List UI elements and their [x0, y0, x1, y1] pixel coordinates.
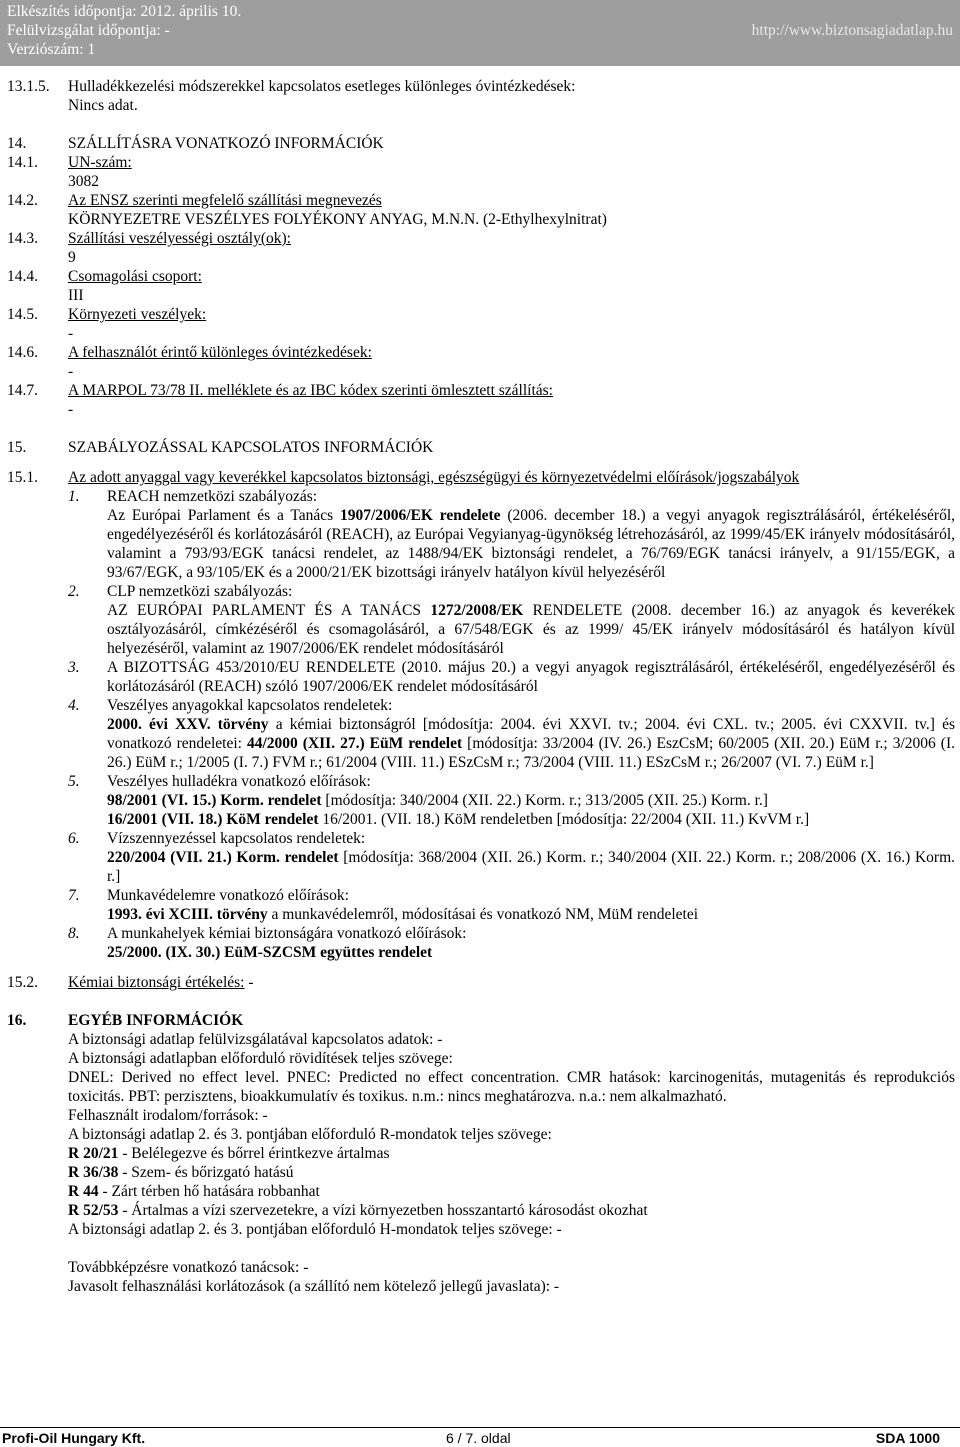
list-item-6 — [0, 829, 960, 848]
r-phrase-code: R 52/53 — [68, 1202, 119, 1219]
text-run: Az Európai Parlament és a Tanács — [107, 507, 340, 524]
r-phrase-text: - Zárt térben hő hatására robbanhat — [98, 1183, 320, 1200]
info-line: A biztonsági adatlapban előforduló rövidítések teljes szövege: — [68, 1050, 453, 1067]
text-run: a kémiai biztonságról [módosítja: 2004. évi XXVI. tv.; 2004. évi CXL. tv.; 2005. évi CXXVII. tv.] és vonatkozó rendeletei: — [107, 716, 955, 752]
text-run: [módosítja: 33/2004 (IV. 26.) EszCsM; 60/2005 (XII. 20.) EüM r.; 3/2006 (I. 26.) EüM r.; 1/2005 (I. 7.) FVM r.; 61/2004 (VIII. 11.) ESzCsM r.; 73/2004 (VIII. 11.) ESzCsM r.; 26/2007 (VI. 7.) EüM r.] — [107, 735, 955, 771]
list-number: 7. — [68, 887, 80, 904]
text-run-bold: 1907/2006/EK rendelete — [339, 507, 501, 524]
r-phrase-item — [0, 1182, 960, 1201]
transport-item — [0, 267, 960, 286]
r-phrase-code: R 36/38 — [68, 1164, 119, 1181]
transport-item — [0, 343, 960, 362]
section-value: III — [68, 287, 84, 304]
list-number: 3. — [68, 659, 80, 676]
list-number: 1. — [68, 488, 80, 505]
section-number: 14.4. — [7, 268, 38, 285]
section-14-items — [0, 153, 960, 419]
list-item-6-body — [0, 848, 960, 886]
section-number: 14.1. — [7, 154, 38, 171]
section-value: - — [244, 974, 254, 991]
text-run: [módosítja: 368/2004 (XII. 26.) Korm. r.; 340/2004 (XII. 22.) Korm. r.; 208/2006 (X. 16.) Korm. r.] — [107, 849, 956, 885]
section-title: Kémiai biztonsági értékelés: — [68, 974, 245, 991]
section-title: Csomagolási csoport: — [68, 268, 202, 285]
r-phrase-code: R 44 — [68, 1183, 99, 1200]
text-run-bold: 220/2004 (VII. 21.) Korm. rendelet — [107, 849, 339, 866]
list-title: Vízszennyezéssel kapcsolatos rendeletek: — [107, 830, 366, 847]
r-phrase-code: R 20/21 — [68, 1145, 119, 1162]
list-item-8-body: 25/2000. (IX. 30.) EüM-SZCSM együttes rendelet — [107, 944, 433, 961]
section-number: 16. — [7, 1012, 27, 1029]
r-phrase-item — [0, 1163, 960, 1182]
section-number: 15.2. — [7, 974, 38, 991]
text-run: AZ EURÓPAI PARLAMENT ÉS A TANÁCS — [107, 602, 431, 619]
section-title: UN-szám: — [68, 154, 132, 171]
text-run: 16/2001. (VII. 18.) KöM rendeletben [módosítja: 22/2004 (XII. 11.) KvVM r.] — [318, 811, 810, 828]
list-title: CLP nemzetközi szabályozás: — [107, 583, 293, 600]
section-value: 9 — [68, 249, 76, 266]
list-number: 5. — [68, 773, 80, 790]
list-item-3 — [0, 658, 960, 696]
text-run: RENDELETE (2008. december 16.) az anyagok és keverékek osztályozásáról, címkézéséről és csomagolásáról, a 67/548/EGK és az 1999/ 45/EK irányelv módosításáról és hatályon kívül helyezéséről, valamint az 1907/2006/EK rendelet módosításáról — [107, 602, 955, 657]
info-line: A biztonsági adatlap 2. és 3. pontjában előforduló H-mondatok teljes szövege: - — [68, 1221, 562, 1238]
section-number: 14.5. — [7, 306, 38, 323]
info-line: Javasolt felhasználási korlátozások (a szállító nem kötelező jellegű javaslata): - — [68, 1278, 560, 1295]
abbreviations-text: DNEL: Derived no effect level. PNEC: Predicted no effect concentration. CMR hatások: karcinogenitás, mutagenitás és reprodukciós toxicitás. PBT: perzisztens, bioakkumulatív és toxikus. n.m.: nincs meghatározva. n.a.: nem alkalmazható. — [68, 1069, 955, 1105]
transport-item — [0, 229, 960, 248]
section-value: - — [68, 325, 74, 342]
list-item-7-body — [0, 905, 960, 924]
header-review-date: Felülvizsgálat időpontja: - — [7, 22, 170, 39]
header-url[interactable]: http://www.biztonsagiadatlap.hu — [751, 22, 953, 39]
footer-company: Profi-Oil Hungary Kft. — [2, 1430, 146, 1446]
info-line: A biztonsági adatlap felülvizsgálatával kapcsolatos adatok: - — [68, 1031, 443, 1048]
transport-item — [0, 153, 960, 172]
r-phrase-item — [0, 1144, 960, 1163]
section-15-2 — [0, 973, 960, 992]
section-15-heading — [0, 438, 960, 457]
section-title: Az ENSZ szerinti megfelelő szállítási megnevezés — [68, 192, 382, 209]
section-value: - — [68, 401, 74, 418]
text-run-bold: 1993. évi XCIII. törvény — [107, 906, 268, 923]
info-line: A biztonsági adatlap 2. és 3. pontjában előforduló R-mondatok teljes szövege: — [68, 1126, 552, 1143]
list-item-1-body — [0, 506, 960, 582]
section-heading: EGYÉB INFORMÁCIÓK — [68, 1012, 244, 1029]
r-phrase-item — [0, 1201, 960, 1220]
r-phrase-text: - Ártalmas a vízi szervezetekre, a vízi környezetben hosszantartó károsodást okozhat — [118, 1202, 648, 1219]
header-created-date: Elkészítés időpontja: 2012. április 10. — [7, 3, 242, 20]
page-header — [0, 0, 960, 66]
section-number: 15. — [7, 439, 27, 456]
section-value: KÖRNYEZETRE VESZÉLYES FOLYÉKONY ANYAG, M.N.N. (2-Ethylhexylnitrat) — [68, 211, 607, 228]
section-value: - — [68, 363, 74, 380]
page-footer — [0, 1427, 960, 1447]
list-item-5-body-a — [0, 791, 960, 810]
list-item-1 — [0, 487, 960, 506]
list-number: 6. — [68, 830, 80, 847]
transport-item — [0, 381, 960, 400]
list-item-7 — [0, 886, 960, 905]
section-title: A felhasználót érintő különleges óvintézkedések: — [68, 344, 372, 361]
list-item-2-body — [0, 601, 960, 658]
footer-doc-code: SDA 1000 — [875, 1430, 940, 1446]
section-value: Nincs adat. — [68, 97, 138, 114]
section-number: 14.6. — [7, 344, 38, 361]
list-text: A BIZOTTSÁG 453/2010/EU RENDELETE (2010. május 20.) a vegyi anyagok regisztrálásáról, értékeléséről, engedélyezéséről és korlátozásáról (REACH) szóló 1907/2006/EK rendelet módosításáról — [107, 659, 955, 695]
list-title: Munkavédelemre vonatkozó előírások: — [107, 887, 349, 904]
list-number: 4. — [68, 697, 80, 714]
header-version: Verziószám: 1 — [7, 41, 96, 58]
section-number: 13.1.5. — [7, 78, 50, 95]
document-body — [0, 66, 960, 1296]
section-15-1 — [0, 468, 960, 487]
list-title: A munkahelyek kémiai biztonságára vonatkozó előírások: — [107, 925, 467, 942]
section-number: 14.7. — [7, 382, 38, 399]
list-number: 8. — [68, 925, 80, 942]
section-title: Hulladékkezelési módszerekkel kapcsolatos esetleges különleges óvintézkedések: — [68, 78, 576, 95]
text-run: a munkavédelemről, módosításai és vonatkozó NM, MüM rendeletei — [267, 906, 699, 923]
list-item-8 — [0, 924, 960, 943]
text-run-bold: 1272/2008/EK — [430, 602, 524, 619]
text-run-bold: 98/2001 (VI. 15.) Korm. rendelet — [107, 792, 322, 809]
list-title: REACH nemzetközi szabályozás: — [107, 488, 318, 505]
list-title: Veszélyes hulladékra vonatkozó előírások: — [107, 773, 371, 790]
text-run-bold: 44/2000 (XII. 27.) EüM rendelet — [246, 735, 463, 752]
section-heading: SZÁLLÍTÁSRA VONATKOZÓ INFORMÁCIÓK — [68, 135, 384, 152]
list-item-4-body — [0, 715, 960, 772]
section-number: 14.3. — [7, 230, 38, 247]
info-line: Továbbképzésre vonatkozó tanácsok: - — [68, 1259, 309, 1276]
section-title: Szállítási veszélyességi osztály(ok): — [68, 230, 291, 247]
list-item-5-body-b — [0, 810, 960, 829]
section-14-heading — [0, 134, 960, 153]
r-phrase-text: - Belélegezve és bőrrel érintkezve ártalmas — [118, 1145, 390, 1162]
section-number: 14.2. — [7, 192, 38, 209]
list-title: Veszélyes anyagokkal kapcsolatos rendeletek: — [107, 697, 393, 714]
section-heading: SZABÁLYOZÁSSAL KAPCSOLATOS INFORMÁCIÓK — [68, 439, 434, 456]
r-phrase-text: - Szem- és bőrizgató hatású — [118, 1164, 294, 1181]
text-run-bold: 16/2001 (VII. 18.) KöM rendelet — [107, 811, 319, 828]
text-run-bold: 2000. évi XXV. törvény — [107, 716, 269, 733]
list-item-4 — [0, 696, 960, 715]
text-run: (2006. december 18.) a vegyi anyagok regisztrálásáról, értékeléséről, engedélyezéséről és korlátozásáról (REACH), az Európai Vegyianyag-ügynökség létrehozásáról, az 1999/45/EK irányelv módosításáról, valamint a 793/93/EGK tanácsi rendelet, az 1488/94/EK biztonsági rendelet, a 76/769/EGK tanácsi irányelv, a 91/155/EGK, a 93/67/EGK, a 93/105/EK és a 2000/21/EK bizottsági irányelv hatályon kívül helyezéséről — [107, 507, 956, 581]
section-13-1-5 — [0, 77, 960, 96]
list-item-2 — [0, 582, 960, 601]
section-title: Az adott anyaggal vagy keverékkel kapcsolatos biztonsági, egészségügyi és környezetvédelmi előírások/jogszabályok — [68, 469, 800, 486]
transport-item — [0, 305, 960, 324]
list-number: 2. — [68, 583, 80, 600]
list-item-5 — [0, 772, 960, 791]
r-phrase-list — [0, 1144, 960, 1220]
section-title: Környezeti veszélyek: — [68, 306, 207, 323]
footer-page-number: 6 / 7. oldal — [446, 1430, 511, 1446]
section-value: 3082 — [68, 173, 99, 190]
text-run: [módosítja: 340/2004 (XII. 22.) Korm. r.; 313/2005 (XII. 25.) Korm. r.] — [321, 792, 768, 809]
section-16-heading — [0, 1011, 960, 1030]
info-line: Felhasznált irodalom/források: - — [68, 1107, 268, 1124]
section-title: A MARPOL 73/78 II. melléklete és az IBC kódex szerinti ömlesztett szállítás: — [68, 382, 553, 399]
section-number: 14. — [7, 135, 27, 152]
section-number: 15.1. — [7, 469, 38, 486]
transport-item — [0, 191, 960, 210]
